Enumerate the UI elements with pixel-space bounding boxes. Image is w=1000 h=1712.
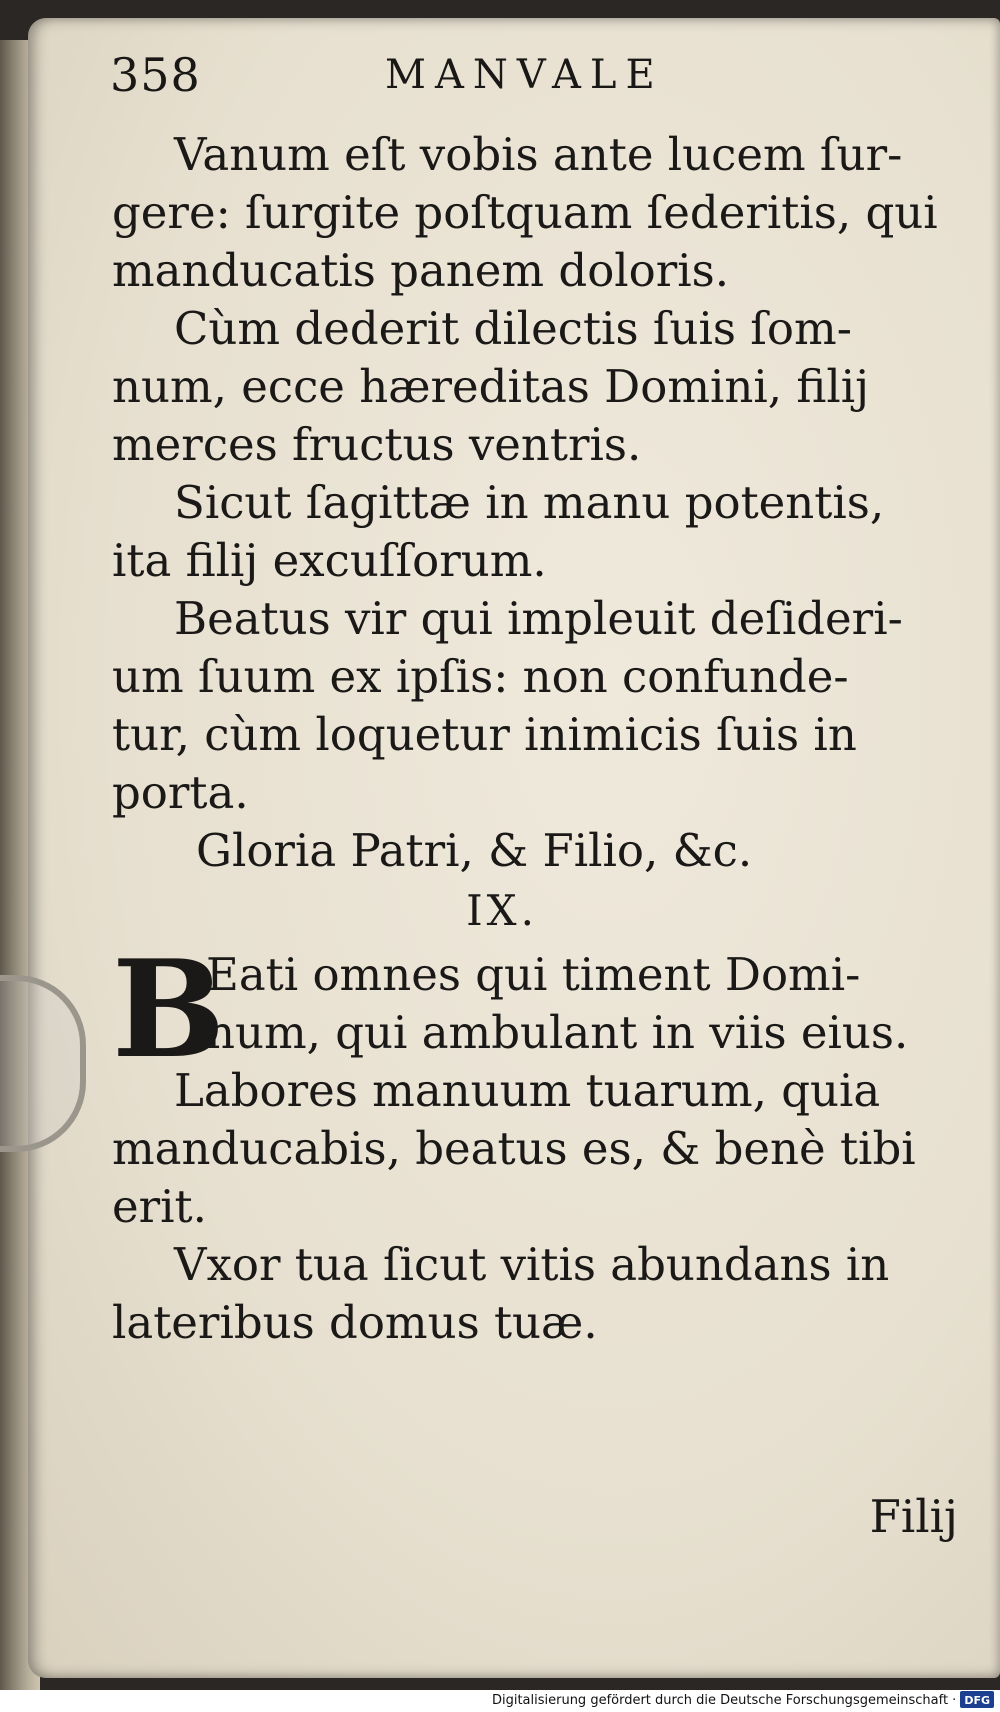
drop-cap: B bbox=[112, 930, 226, 1088]
footer-credit: Digitalisierung gefördert durch die Deutsche Forschungsgemeinschaft · bbox=[491, 1693, 957, 1708]
text-line: manducabis, beatus es, & benè tibi bbox=[112, 1122, 916, 1175]
text-line: Beatus vir qui impleuit deſideri- bbox=[174, 592, 903, 645]
gloria-line: Gloria Patri, & Filio, &c. bbox=[196, 824, 753, 877]
text-line: merces fructus ventris. bbox=[112, 418, 642, 471]
text-line: porta. bbox=[112, 766, 249, 819]
dfg-logo: DFG bbox=[960, 1691, 994, 1708]
text-line: Vxor tua ſicut vitis abundans in bbox=[174, 1238, 890, 1291]
text-line: num, qui ambulant in viis eius. bbox=[206, 1006, 909, 1059]
digitization-footer bbox=[0, 1690, 1000, 1712]
text-line: erit. bbox=[112, 1180, 207, 1233]
text-line: num, ecce hæreditas Domini, filij bbox=[112, 360, 870, 413]
text-line: Eati omnes qui timent Domi- bbox=[206, 948, 861, 1001]
running-title: MANVALE bbox=[385, 52, 664, 98]
text-line: ita filij excuſſorum. bbox=[112, 534, 547, 587]
text-line: gere: ſurgite poſtquam ſederitis, qui bbox=[112, 186, 938, 239]
drop-cap-paragraph bbox=[112, 930, 972, 1088]
text-line: lateribus domus tuæ. bbox=[112, 1296, 598, 1349]
running-head bbox=[110, 48, 890, 118]
page-number: 358 bbox=[110, 48, 201, 102]
page-text bbox=[112, 126, 972, 1352]
text-line: um ſuum ex ipſis: non confunde- bbox=[112, 650, 849, 703]
text-line: Vanum eſt vobis ante lucem ſur- bbox=[174, 128, 903, 181]
text-line: tur, cùm loquetur inimicis ſuis in bbox=[112, 708, 857, 761]
text-line: manducatis panem doloris. bbox=[112, 244, 730, 297]
catchword: Filij bbox=[869, 1490, 958, 1543]
section-heading: IX. bbox=[466, 886, 538, 935]
text-line: Cùm dederit dilectis ſuis ſom- bbox=[174, 302, 852, 355]
text-line: Sicut ſagittæ in manu potentis, bbox=[174, 476, 885, 529]
text-line: Labores manuum tuarum, quia bbox=[174, 1064, 881, 1117]
